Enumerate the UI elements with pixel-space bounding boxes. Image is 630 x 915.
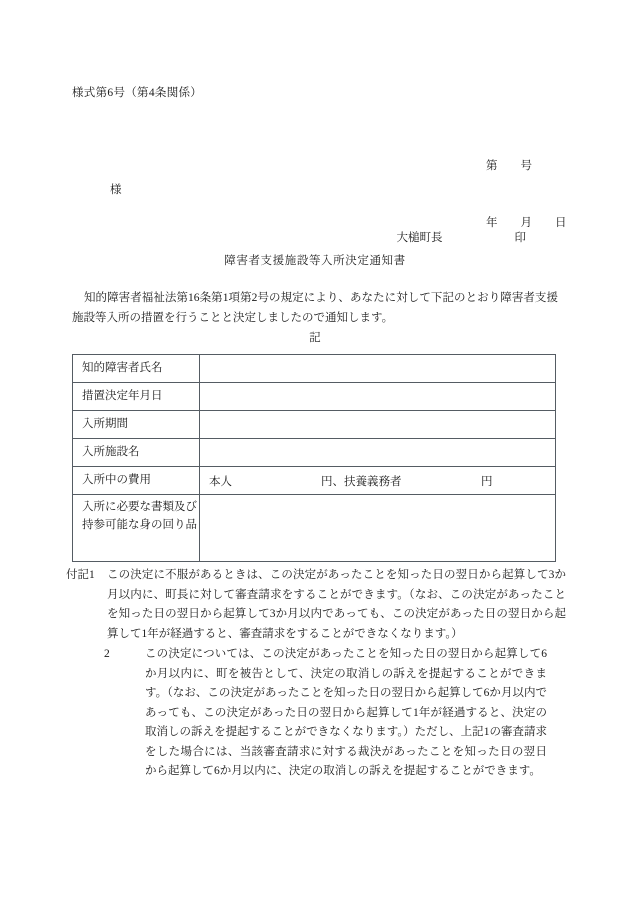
note-label: 付記1 bbox=[66, 569, 95, 581]
cost-line bbox=[209, 473, 555, 489]
issuer-seal-mark: 印 bbox=[514, 232, 526, 244]
row-label-facility-name: 入所施設名 bbox=[73, 439, 200, 467]
row-value-admission-period[interactable] bbox=[200, 411, 556, 439]
addressee-honorific: 様 bbox=[110, 184, 122, 196]
note-label: 2 bbox=[104, 648, 110, 660]
table-row bbox=[73, 467, 556, 495]
row-label-cost: 入所中の費用 bbox=[73, 467, 200, 495]
page-title: 障害者支援施設等入所決定通知書 bbox=[224, 255, 406, 267]
ki-mark: 記 bbox=[309, 332, 321, 344]
cost-supporter-unit: 円 bbox=[481, 475, 493, 488]
table-row bbox=[73, 439, 556, 467]
table-row bbox=[73, 495, 556, 562]
notes-section bbox=[66, 566, 566, 783]
row-value-decision-date[interactable] bbox=[200, 383, 556, 411]
row-label-name: 知的障害者氏名 bbox=[73, 355, 200, 383]
document-number-line: 第 号 bbox=[486, 160, 532, 172]
row-label-decision-date: 措置決定年月日 bbox=[73, 383, 200, 411]
issuer-name: 大槌町長 bbox=[396, 232, 443, 244]
row-value-belongings[interactable] bbox=[200, 495, 556, 562]
body-paragraph: 知的障害者福祉法第16条第1項第2号の規定により、あなたに対して下記のとおり障害者支援施設等入所の措置を行うことと決定しましたので通知します。 bbox=[72, 292, 558, 324]
note-item bbox=[66, 566, 566, 644]
row-label-admission-period: 入所期間 bbox=[73, 411, 200, 439]
row-value-facility-name[interactable] bbox=[200, 439, 556, 467]
cost-self-unit: 円、扶養義務者 bbox=[321, 475, 402, 488]
table-row bbox=[73, 383, 556, 411]
issuer-block bbox=[385, 217, 526, 257]
note-text: この決定については、この決定があったことを知った日の翌日から起算して6か月以内に、町を被告として、決定の取消しの訴えを提起することができます。（なお、この決定があったことを知った日の翌日から起算して6か月以内であっても、この決定があった日の翌日から起算して1年が経過すると、決定の取消しの訴えを提起することができなくなります。）ただし、上記1の審査請求をした場合には、当該審査請求に対する裁決があったことを知った日の翌日から起算して6か月以内に、決定の取消しの訴えを提起することができます。 bbox=[145, 648, 547, 777]
row-value-name[interactable] bbox=[200, 355, 556, 383]
note-text: この決定に不服があるときは、この決定があったことを知った日の翌日から起算して3か月以内に、町長に対して審査請求をすることができます。（なお、この決定があったことを知った日の翌日から起算して3か月以内であっても、この決定があった日の翌日から起算して1年が経過すると、審査請求をすることができなくなります。） bbox=[107, 569, 566, 640]
cost-self-label: 本人 bbox=[209, 475, 232, 488]
decision-info-table bbox=[72, 354, 556, 562]
table-row bbox=[73, 411, 556, 439]
document-date-line: 年 月 日 bbox=[486, 217, 567, 229]
table-row bbox=[73, 355, 556, 383]
note-item bbox=[66, 645, 566, 782]
row-value-cost[interactable] bbox=[200, 467, 556, 495]
row-label-belongings: 入所に必要な書類及び持参可能な身の回り品 bbox=[73, 495, 200, 562]
form-number: 様式第6号（第4条関係） bbox=[72, 87, 203, 99]
